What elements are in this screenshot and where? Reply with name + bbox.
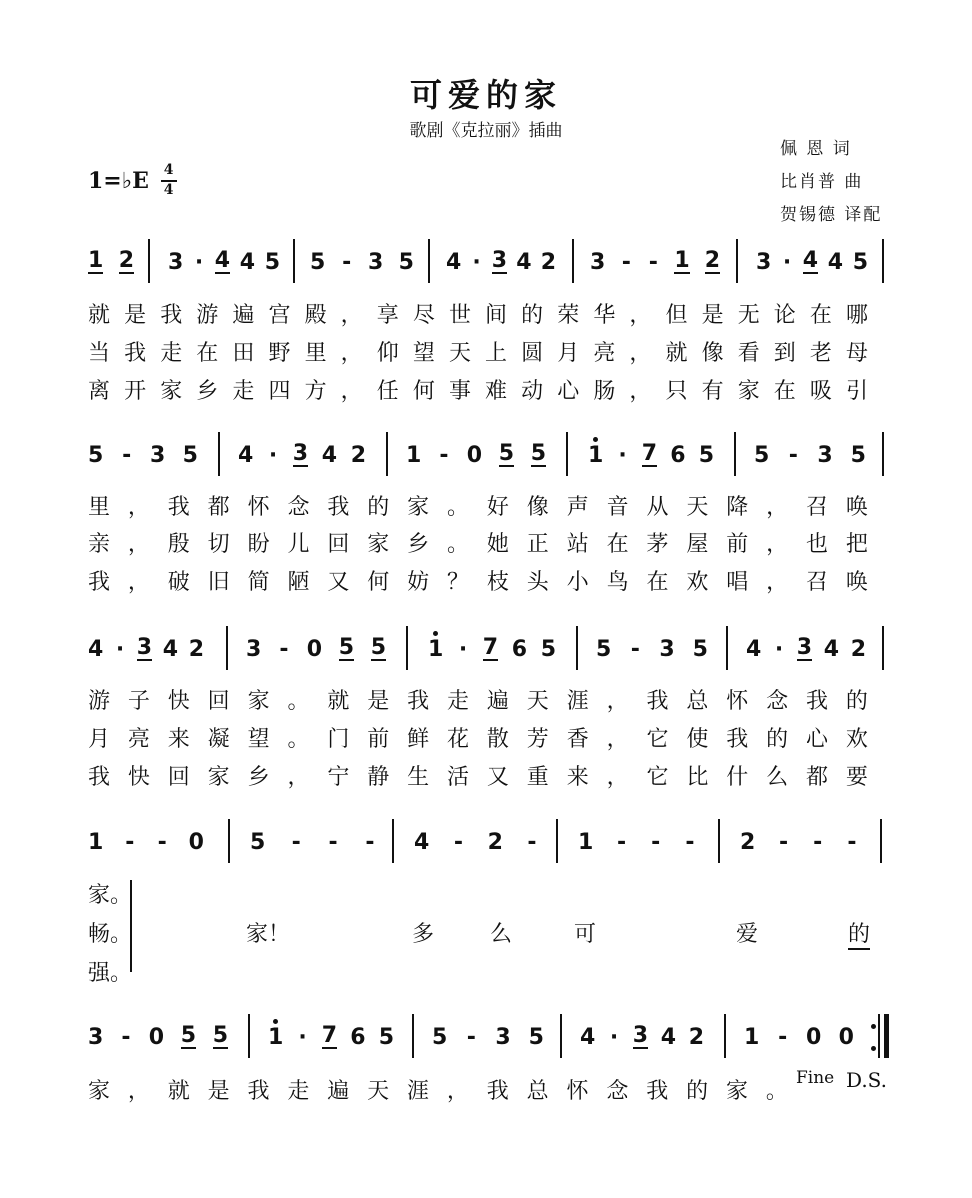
lyric-row: 游 子 快 回 家 。 就 是 我 走 遍 天 涯 ， 我 总 怀 念 我 的: [88, 689, 868, 714]
arranger-credit: 贺锡德 译配: [780, 205, 883, 225]
staff-line-3: 4 · 3 4 2 3 - 0 5 5 1 · 7 6 5 5 - 3 5 4 · 3 4 2: [88, 630, 884, 670]
refrain-lyric: 爱: [736, 922, 759, 947]
repeat-dot: [871, 1046, 876, 1051]
lyric-row: 我 快 回 家 乡 ， 宁 静 生 活 又 重 来 ， 它 比 什 么 都 要: [88, 765, 868, 790]
staff-line-4: 1 - - 0 5 - - - 4 - 2 - 1 - - - 2 - - -: [88, 823, 884, 863]
refrain-lyric: 可: [574, 922, 597, 947]
lyric-fragment: 畅。: [88, 922, 133, 947]
key-label: 1=♭E: [88, 168, 149, 194]
refrain-lyric: 的: [848, 917, 870, 950]
key-signature: [88, 164, 177, 200]
song-subtitle: 歌剧《克拉丽》插曲: [409, 121, 563, 141]
lyric-row: 家 ， 就 是 我 走 遍 天 涯 ， 我 总 怀 念 我 的 家 。: [88, 1079, 788, 1104]
song-title: 可爱的家: [409, 76, 562, 114]
lyric-row: 里 ， 我 都 怀 念 我 的 家 。 好 像 声 音 从 天 降 ， 召 唤: [88, 495, 868, 520]
repeat-dot: [871, 1024, 876, 1029]
lyric-row: 月 亮 来 凝 望 。 门 前 鲜 花 散 芳 香 ， 它 使 我 的 心 欢: [88, 727, 868, 752]
lyric-fragment: 强。: [88, 961, 133, 986]
time-signature-top: 4: [163, 162, 174, 178]
lyric-fragment: 家。: [88, 883, 133, 908]
lyric-row: 当 我 走 在 田 野 里 ， 仰 望 天 上 圆 月 亮 ， 就 像 看 到 老 母: [88, 341, 868, 366]
verse-brace: [130, 880, 142, 972]
time-signature: [161, 164, 177, 200]
ds-marker: D.S.: [846, 1068, 888, 1092]
lyric-row: 亲 ， 殷 切 盼 儿 回 家 乡 。 她 正 站 在 茅 屋 前 ， 也 把: [88, 532, 868, 557]
lyric-row: 就 是 我 游 遍 宫 殿 ， 享 尽 世 间 的 荣 华 ， 但 是 无 论 在 哪: [88, 303, 868, 328]
time-signature-bottom: 4: [161, 180, 177, 198]
final-barline-thick: [884, 1014, 889, 1058]
composer-credit: 比肖普 曲: [780, 172, 864, 192]
lyricist-credit: 佩 恩 词: [780, 139, 852, 159]
staff-line-1: 1 2 3 · 4 4 5 5 - 3 5 4 · 3 4 2 3 - - 1 2 3 · 4 4 5: [88, 243, 884, 283]
refrain-lyric: 么: [490, 922, 513, 947]
fine-marker: Fine: [796, 1068, 835, 1088]
refrain-lyric: 家！: [246, 922, 291, 947]
lyric-row: 我 ， 破 旧 简 陋 又 何 妨 ？ 枝 头 小 鸟 在 欢 唱 ， 召 唤: [88, 570, 868, 595]
lyric-row: 离 开 家 乡 走 四 方 ， 任 何 事 难 动 心 肠 ， 只 有 家 在 吸 引: [88, 379, 868, 404]
final-barline-thin: [878, 1014, 880, 1058]
staff-line-2: 5 - 3 5 4 · 3 4 2 1 - 0 5 5 1 · 7 6 5 5 - 3 5: [88, 436, 884, 476]
staff-line-5: 3 - 0 5 5 1 · 7 6 5 5 - 3 5 4 · 3 4 2 1 - 0 0: [88, 1018, 884, 1058]
refrain-lyric: 多: [412, 922, 435, 947]
